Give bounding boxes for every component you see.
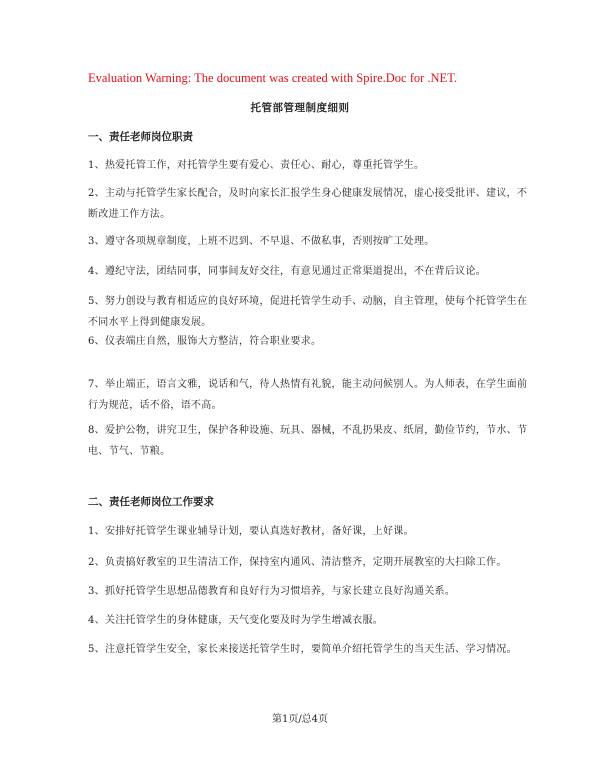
section-1-item-6: 6、仪表端庄自然，服饰大方整洁，符合职业要求。: [88, 336, 322, 347]
section-2-item-2: 2、负责搞好教室的卫生清洁工作，保持室内通风、清洁整齐，定期开展教室的大扫除工作。: [88, 557, 507, 568]
section-1-item-3: 3、遵守各项规章制度，上班不迟到、不早退、不做私事，否则按旷工处理。: [88, 236, 435, 247]
section-1-item-4: 4、遵纪守法，团结同事，同事间友好交往，有意见通过正常渠道提出，不在背后议论。: [88, 266, 487, 277]
section-1-item-8: 8、爱护公物，讲究卫生，保护各种设施、玩具、器械，不乱扔果皮、纸屑，勤俭节约，节水、节电、节气、节粮。: [88, 425, 528, 457]
section-2-item-4: 4、关注托管学生的身体健康，天气变化要及时为学生增减衣服。: [88, 615, 384, 626]
section-2-heading: 二、责任老师岗位工作要求: [88, 496, 214, 508]
section-2-item-1: 1、安排好托管学生课业辅导计划，要认真选好教材，备好课，上好课。: [88, 526, 414, 537]
section-1-item-7: 7、举止端正，语言文雅，说话和气，待人热情有礼貌，能主动问候别人。为人师表，在学生面前行为规范，话不俗，语不高。: [88, 379, 528, 411]
document-title: 托管部管理制度细则: [250, 102, 350, 114]
section-1-item-5: 5、努力创设与教育相适应的良好环境，促进托管学生动手、动脑，自主管理，使每个托管学生在不同水平上得到健康发展。: [88, 296, 528, 328]
evaluation-warning: Evaluation Warning: The document was created with Spire.Doc for .NET.: [88, 71, 458, 85]
section-2-item-5: 5、注意托管学生安全，家长来接送托管学生时，要简单介绍托管学生的当天生活、学习情况。: [88, 644, 517, 655]
section-2-item-3: 3、抓好托管学生思想品德教育和良好行为习惯培养，与家长建立良好沟通关系。: [88, 586, 456, 597]
section-1-item-2: 2、主动与托管学生家长配合，及时向家长汇报学生身心健康发展情况，虚心接受批评、建议，不断改进工作方法。: [88, 188, 528, 220]
page-number-footer: 第1页/总4页: [271, 714, 329, 725]
section-1-heading: 一、责任老师岗位职责: [88, 131, 193, 143]
section-1-item-1: 1、热爱托管工作，对托管学生要有爱心、责任心、耐心，尊重托管学生。: [88, 160, 425, 171]
